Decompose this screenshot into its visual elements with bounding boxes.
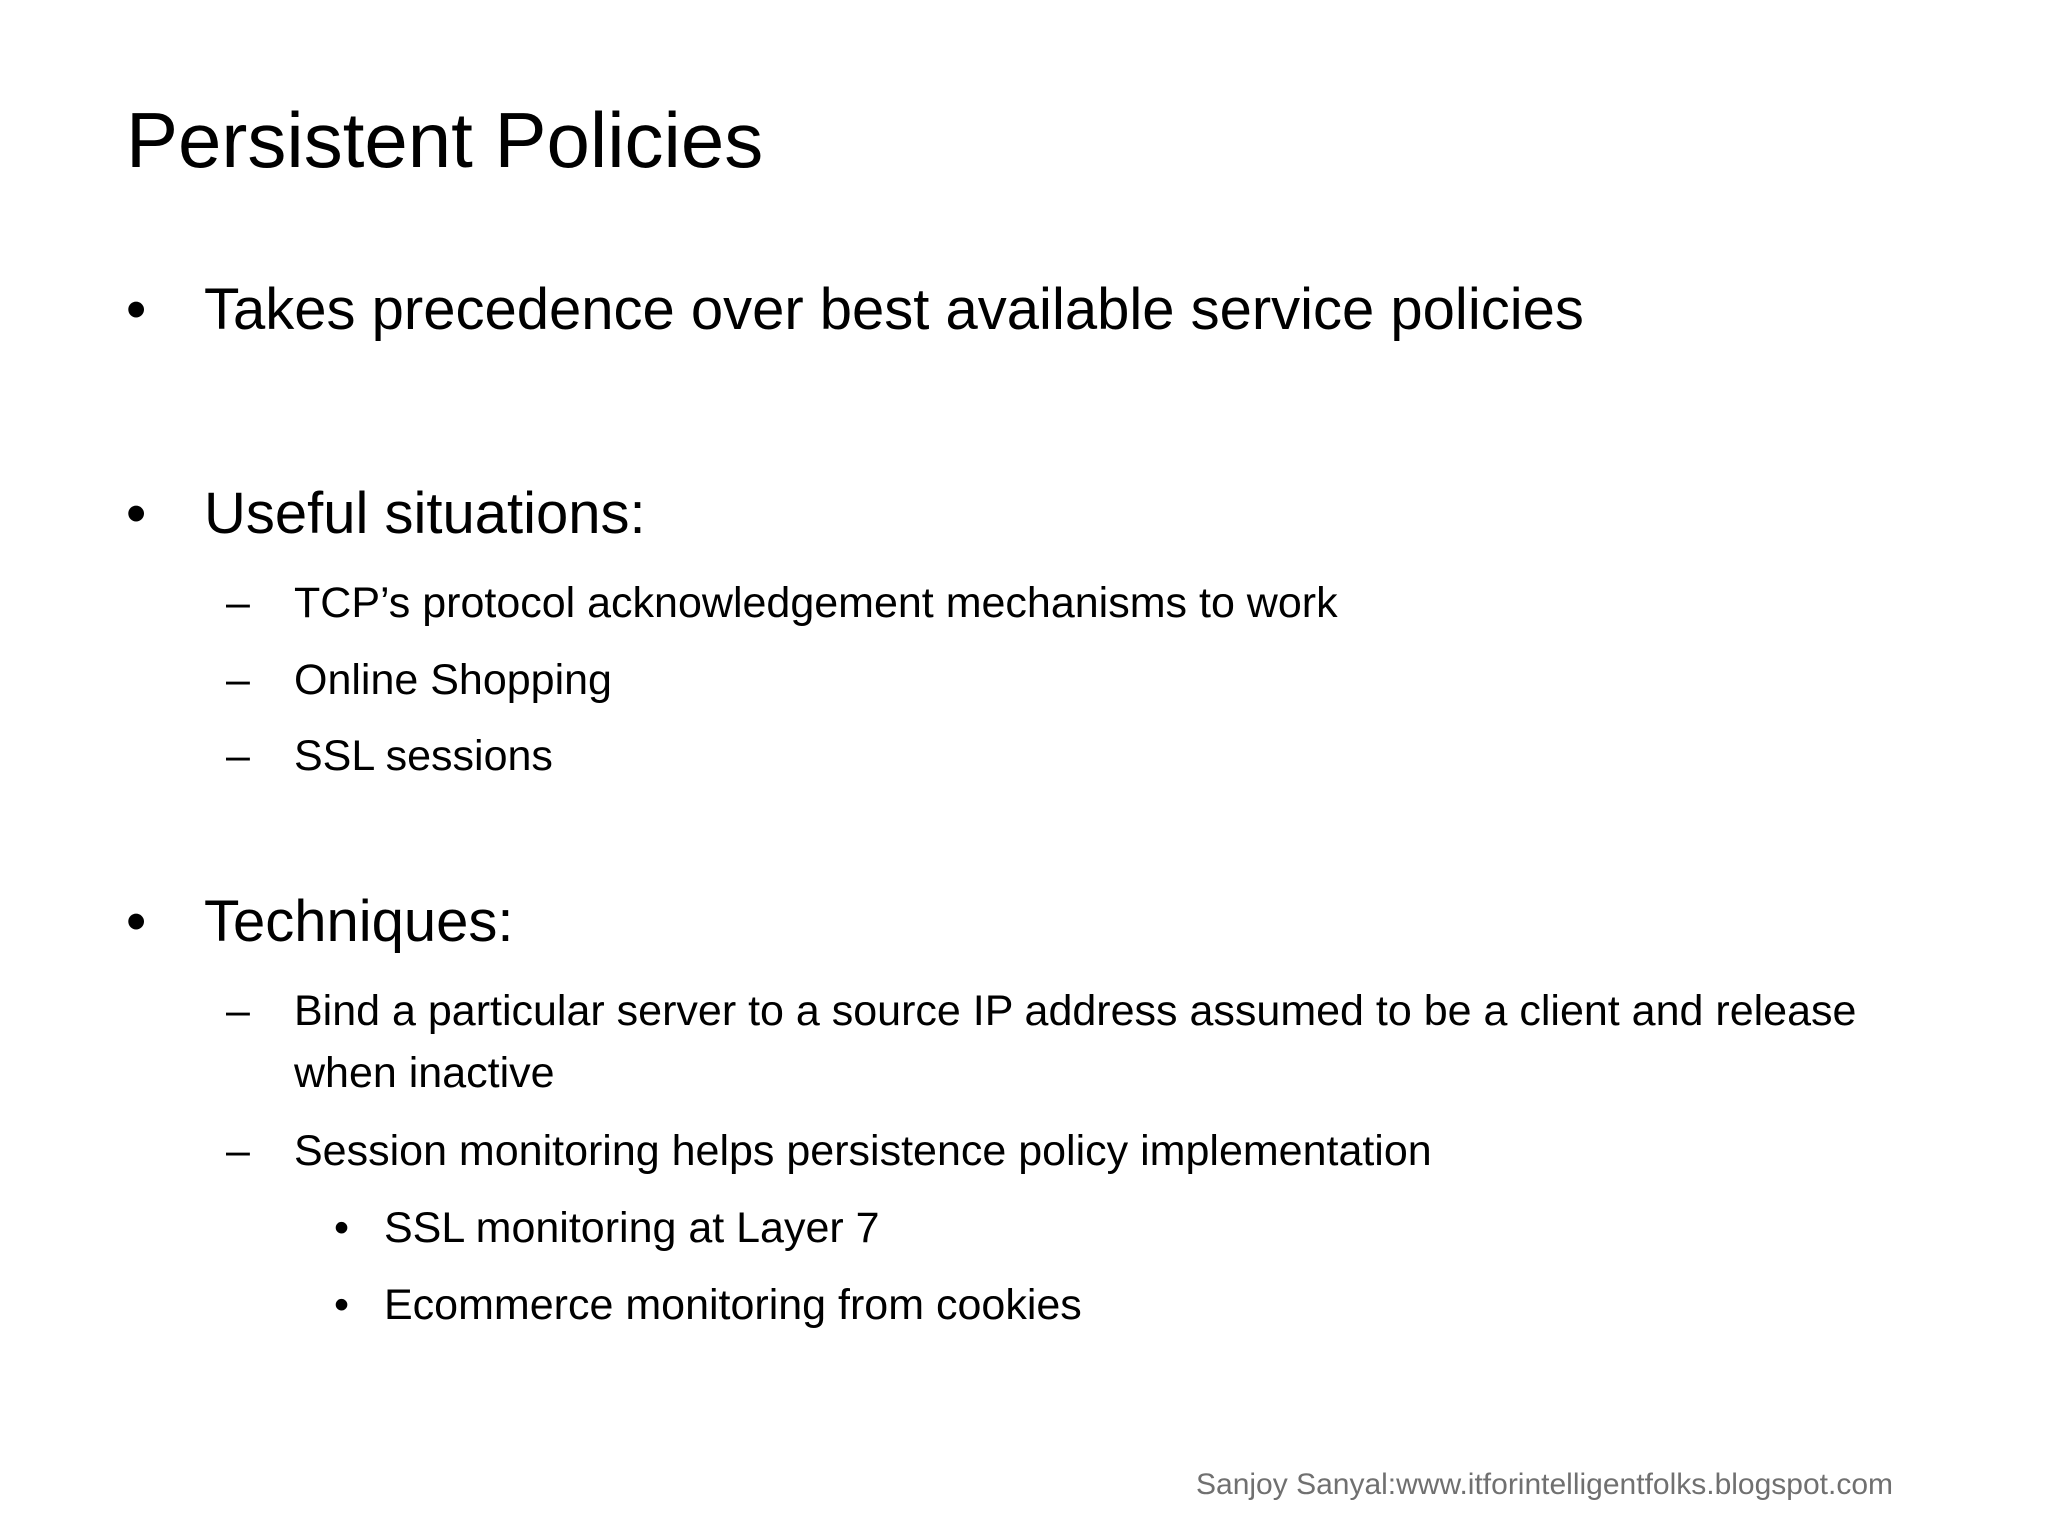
sub-item-text: Session monitoring helps persistence policy implementation — [294, 1127, 1432, 1175]
bullet-marker: • — [126, 277, 147, 342]
bullet-text: Techniques: — [204, 889, 514, 954]
bullet-text: Takes precedence over best available service policies — [204, 277, 1584, 342]
bullet-marker: • — [126, 481, 147, 546]
slide-title: Persistent Policies — [126, 96, 764, 184]
dash-marker: – — [226, 579, 250, 627]
footer-credit: Sanjoy Sanyal:www.itforintelligentfolks.blogspot.com — [1196, 1468, 1894, 1501]
dash-marker: – — [226, 987, 250, 1035]
bullet-marker: • — [126, 889, 147, 954]
dash-marker: – — [226, 1127, 250, 1175]
sub-sub-item-text: Ecommerce monitoring from cookies — [384, 1281, 1082, 1329]
sub-item-text: Online Shopping — [294, 656, 612, 704]
dash-marker: – — [226, 656, 250, 704]
sub-sub-item-text: SSL monitoring at Layer 7 — [384, 1204, 880, 1252]
bullet-text: Useful situations: — [204, 481, 646, 546]
dash-marker: – — [226, 732, 250, 780]
sub-item-text: TCP’s protocol acknowledgement mechanisms to work — [294, 579, 1338, 627]
bullet-marker: • — [334, 1281, 350, 1329]
bullet-marker: • — [334, 1204, 350, 1252]
sub-item-text: Bind a particular server to a source IP address assumed to be a client and release when inactive — [294, 987, 1857, 1097]
sub-item-text: SSL sessions — [294, 732, 553, 780]
